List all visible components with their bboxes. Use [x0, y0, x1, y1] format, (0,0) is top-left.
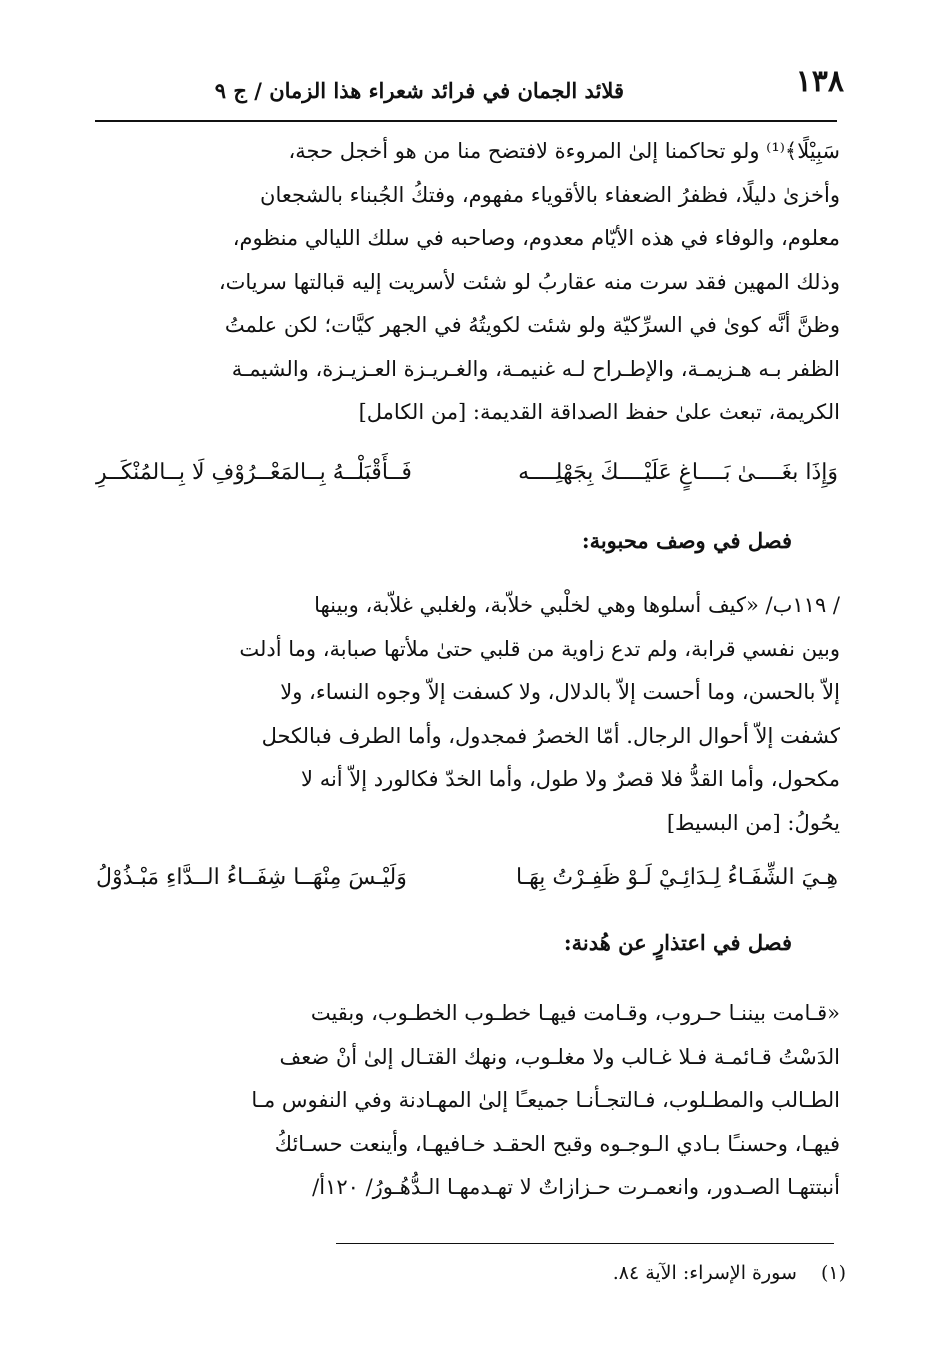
header-rule	[95, 120, 837, 122]
text-line: معلوم، والوفاء في هذه الأيّام معدوم، وصاحبه في سلك الليالي منظوم،	[232, 226, 840, 250]
footnote	[613, 1262, 846, 1284]
verse-basit	[96, 865, 838, 905]
text-line: / ١١٩ب/ «كيف أسلوها وهي لخلْبي خلاّبة، ولغلبي غلاّبة، وبينها	[314, 593, 840, 617]
text-line: كشفت إلاّ أحوال الرجال. أمّا الخصرُ فمجدول، وأما الطرف فبالكحل	[261, 723, 840, 748]
footnote-rule	[336, 1243, 834, 1244]
paragraph-opening	[172, 130, 840, 435]
text-line: وأخزىٰ دليلًا، فظفرُ الضعفاء بالأقوياء مفهوم، وفتكُ الجُبناء بالشجعان	[260, 182, 840, 207]
text-line: الظفر بـه هـزيمـة، والإطـراح لـه غنيمـة، والغـريـزة العـزيـزة، والشيمـة	[231, 356, 840, 381]
footnote-number: (١)	[820, 1262, 846, 1284]
verse-first-hemistich: وَإِذَا بغَــــىٰ بَــــاغٍ عَلَيْــــكَ بِجَهْلِــــه	[518, 460, 838, 485]
text-line: «قـامت بيننـا حـروب، وقـامت فيهـا خطـوب الخطـوب، وبقيت	[310, 1001, 840, 1025]
text-line: وذلك المهين فقد سرت منه عقاربُ لو شئت لأسريت إليه قبالتها سريات،	[218, 269, 840, 294]
verse-second-hemistich: فَــأَقْبَلْــهُ بِــالمَعْــرُوْفِ لَا بِــالمُنْكَــرِ	[96, 460, 412, 485]
text-line: مكحول، وأما القدُّ فلا قصرٌ ولا طول، وأما الخدّ فكالورد إلاّ أنه لا	[301, 767, 840, 791]
text-line: وبين نفسي قرابة، ولم تدع زاوية من قلبي حتىٰ ملأتها صبابة، وما أدلت	[239, 636, 840, 661]
footnote-text: سورة الإسراء: الآية ٨٤.	[612, 1262, 797, 1284]
running-title: قلائد الجمان في فرائد شعراء هذا الزمان / ج ٩	[214, 78, 624, 103]
text-line: أنبتتهـا الصـدور، وانعمـرت حـزازاتٌ لا تهـدمهـا الـدُّهُـورُ/ ١٢٠أ/	[312, 1175, 840, 1199]
text-line: الدَسْتُ قـائمـة فـلا غـالب ولا مغلـوب، ونهك القتـال إلىٰ أنْ ضعف	[279, 1044, 840, 1069]
section-heading-beloved: فصل في وصف محبوبة:	[581, 528, 792, 553]
text-line: سَبِيْلًا﴾⁽¹⁾ ولو تحاكمنا إلىٰ المروءة لافتضح منا من هو أخجل حجة،	[288, 139, 840, 163]
verse-first-hemistich: هِـيَ الشِّفَـاءُ لِـدَائِـيْ لَـوْ ظَفِـرْتُ بِهَـا	[516, 865, 838, 890]
verse-second-hemistich: وَلَيْـسَ مِنْهَــا شِفَــاءُ الــدَّاءِ مَبْـذُوْلُ	[96, 865, 407, 890]
section-heading-truce: فصل في اعتذارٍ عن هُدنة:	[563, 930, 792, 955]
text-line: الطـالب والمطـلوب، فـالتجـأنـا جميعـًا إلىٰ المهـادنة وفي النفوس مـا	[251, 1088, 840, 1112]
page-number: ١٣٨	[795, 64, 844, 99]
paragraph-beloved	[172, 584, 840, 845]
text-line: الكريمة، تبعث علىٰ حفظ الصداقة القديمة: [من الكامل]	[358, 400, 840, 424]
text-line: وظنَّ أنَّه كوىٰ في السرِّكيّة ولو شئت لكويتُهُ في الجهر كيَّات؛ لكن علمتُ	[224, 313, 840, 337]
verse-kamil	[96, 460, 838, 500]
paragraph-truce	[172, 992, 840, 1210]
text-line: فيهـا، وحسنـًا بـادي الـوجـوه وقبح الحقـد خـافيهـا، وأينعت حسـائكُ	[274, 1131, 840, 1156]
text-line: يحُولُ: [من البسيط]	[666, 810, 840, 835]
text-line: إلاّ بالحسن، وما أحست إلاّ بالدلال، ولا كسفت إلاّ وجوه النساء، ولا	[280, 680, 840, 704]
